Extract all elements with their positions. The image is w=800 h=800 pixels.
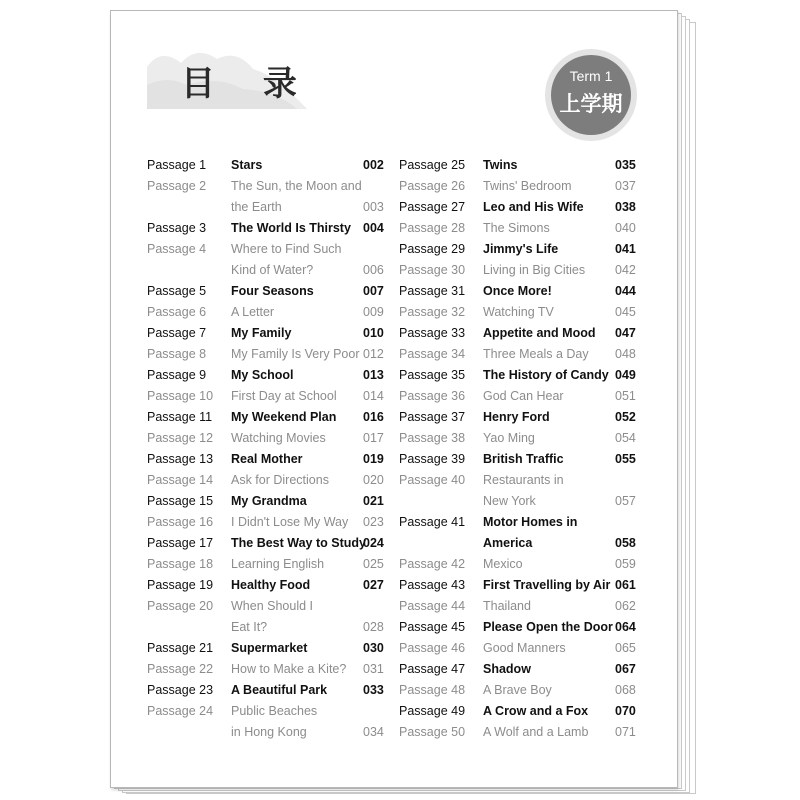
page-number: 020 (363, 473, 384, 487)
passage-title: Restaurants in (483, 473, 564, 487)
term-label: Term 1 (569, 68, 613, 84)
toc-entry (399, 491, 639, 512)
passage-title: Please Open the Door (483, 620, 613, 634)
page-number: 023 (363, 515, 384, 529)
passage-number: Passage 26 (399, 179, 466, 193)
toc-entry (399, 197, 639, 218)
passage-title: Watching TV (483, 305, 554, 319)
term-badge-inner (551, 55, 631, 135)
page-number: 030 (363, 641, 384, 655)
passage-number: Passage 21 (147, 641, 214, 655)
toc-entry (147, 176, 387, 197)
page-number: 025 (363, 557, 384, 571)
page-number: 070 (615, 704, 636, 718)
toc-entry (147, 680, 387, 701)
passage-title: Watching Movies (231, 431, 326, 445)
passage-title: Yao Ming (483, 431, 535, 445)
passage-title: Mexico (483, 557, 523, 571)
passage-number: Passage 19 (147, 578, 214, 592)
page-number: 054 (615, 431, 636, 445)
passage-title: Henry Ford (483, 410, 550, 424)
page-number: 064 (615, 620, 636, 634)
passage-number: Passage 45 (399, 620, 466, 634)
page-number: 016 (363, 410, 384, 424)
passage-number: Passage 5 (147, 284, 207, 298)
toc-entry (147, 533, 387, 554)
passage-title: First Travelling by Air (483, 578, 611, 592)
toc-entry (399, 638, 639, 659)
toc-entry (147, 554, 387, 575)
passage-number: Passage 40 (399, 473, 466, 487)
toc-page (110, 10, 678, 788)
passage-title: I Didn't Lose My Way (231, 515, 349, 529)
passage-number: Passage 8 (147, 347, 207, 361)
toc-entry (399, 680, 639, 701)
page-number: 009 (363, 305, 384, 319)
passage-number: Passage 44 (399, 599, 466, 613)
passage-number: Passage 30 (399, 263, 466, 277)
page-number: 031 (363, 662, 384, 676)
page-number: 057 (615, 494, 636, 508)
passage-number: Passage 3 (147, 221, 207, 235)
passage-title: How to Make a Kite? (231, 662, 347, 676)
toc-entry (147, 365, 387, 386)
passage-number: Passage 38 (399, 431, 466, 445)
passage-title: A Beautiful Park (231, 683, 328, 697)
passage-number: Passage 22 (147, 662, 214, 676)
passage-title: A Brave Boy (483, 683, 552, 697)
toc-entry (147, 155, 387, 176)
passage-title: The History of Candy (483, 368, 609, 382)
page-number: 019 (363, 452, 384, 466)
passage-title: the Earth (231, 200, 282, 214)
passage-number: Passage 46 (399, 641, 466, 655)
passage-number: Passage 25 (399, 158, 466, 172)
passage-title: The Best Way to Study (231, 536, 366, 550)
passage-title: My Family (231, 326, 292, 340)
toc-entry (147, 722, 387, 743)
toc-entry (147, 617, 387, 638)
passage-number: Passage 2 (147, 179, 207, 193)
term-badge (545, 49, 637, 141)
passage-number: Passage 13 (147, 452, 214, 466)
toc-entry (147, 701, 387, 722)
page-number: 071 (615, 725, 636, 739)
passage-number: Passage 11 (147, 410, 213, 424)
page-number: 004 (363, 221, 384, 235)
passage-title: in Hong Kong (231, 725, 307, 739)
page-number: 058 (615, 536, 636, 550)
passage-title: The Simons (483, 221, 550, 235)
passage-title: Supermarket (231, 641, 308, 655)
passage-title: Living in Big Cities (483, 263, 586, 277)
passage-number: Passage 35 (399, 368, 466, 382)
toc-entry (147, 407, 387, 428)
passage-number: Passage 23 (147, 683, 214, 697)
toc-entry (399, 470, 639, 491)
passage-number: Passage 1 (147, 158, 207, 172)
page-number: 038 (615, 200, 636, 214)
toc-entry (147, 428, 387, 449)
page-number: 033 (363, 683, 384, 697)
passage-title: Twins (483, 158, 518, 172)
passage-title: First Day at School (231, 389, 337, 403)
passage-title: Kind of Water? (231, 263, 314, 277)
passage-number: Passage 15 (147, 494, 214, 508)
toc-entry (399, 722, 639, 743)
page-number: 052 (615, 410, 636, 424)
passage-number: Passage 41 (399, 515, 466, 529)
passage-number: Passage 24 (147, 704, 214, 718)
passage-title: Learning English (231, 557, 325, 571)
page-number: 014 (363, 389, 384, 403)
toc-entry (399, 323, 639, 344)
passage-number: Passage 42 (399, 557, 466, 571)
toc-entry (147, 218, 387, 239)
page-number: 013 (363, 368, 384, 382)
page-number: 042 (615, 263, 636, 277)
page-number: 061 (615, 578, 636, 592)
passage-title: Four Seasons (231, 284, 314, 298)
toc-entry (399, 176, 639, 197)
passage-title: Real Mother (231, 452, 303, 466)
page-number: 003 (363, 200, 384, 214)
page-number: 024 (363, 536, 384, 550)
toc-entry (147, 323, 387, 344)
toc-entry (147, 638, 387, 659)
page-number: 040 (615, 221, 636, 235)
page-number: 006 (363, 263, 384, 277)
passage-title: Once More! (483, 284, 552, 298)
passage-title: Where to Find Such (231, 242, 342, 256)
passage-title: A Letter (231, 305, 275, 319)
passage-number: Passage 16 (147, 515, 214, 529)
page-number: 017 (363, 431, 384, 445)
passage-title: British Traffic (483, 452, 564, 466)
page-number: 067 (615, 662, 636, 676)
passage-number: Passage 34 (399, 347, 466, 361)
passage-number: Passage 48 (399, 683, 466, 697)
toc-entry (399, 617, 639, 638)
toc-entry (147, 491, 387, 512)
passage-number: Passage 27 (399, 200, 466, 214)
page-number: 047 (615, 326, 636, 340)
passage-number: Passage 10 (147, 389, 214, 403)
toc-entry (399, 533, 639, 554)
passage-number: Passage 17 (147, 536, 214, 550)
toc-entry (147, 575, 387, 596)
toc-entry (147, 197, 387, 218)
passage-title: My Family Is Very Poor (231, 347, 360, 361)
toc-entry (399, 239, 639, 260)
toc-entry (399, 302, 639, 323)
passage-number: Passage 6 (147, 305, 207, 319)
passage-number: Passage 31 (399, 284, 466, 298)
page-number: 002 (363, 158, 384, 172)
passage-number: Passage 39 (399, 452, 466, 466)
toc-entry (399, 155, 639, 176)
toc-entry (399, 554, 639, 575)
page-number: 044 (615, 284, 636, 298)
toc-entry (399, 575, 639, 596)
passage-title: Thailand (483, 599, 531, 613)
passage-title: The Sun, the Moon and (231, 179, 362, 193)
toc-entry (147, 344, 387, 365)
passage-title: Three Meals a Day (483, 347, 589, 361)
passage-title: Stars (231, 158, 263, 172)
toc-entry (399, 365, 639, 386)
passage-title: Good Manners (483, 641, 566, 655)
passage-title: Appetite and Mood (483, 326, 596, 340)
toc-entry (147, 386, 387, 407)
toc-entry (147, 260, 387, 281)
toc-entry (399, 260, 639, 281)
toc-entry (399, 449, 639, 470)
toc-right-column (399, 155, 639, 743)
passage-title: My Grandma (231, 494, 307, 508)
toc-entry (399, 428, 639, 449)
toc-entry (147, 239, 387, 260)
passage-number: Passage 47 (399, 662, 466, 676)
passage-number: Passage 9 (147, 368, 207, 382)
toc-entry (147, 659, 387, 680)
passage-title: Eat It? (231, 620, 268, 634)
toc-entry (399, 596, 639, 617)
passage-title: Shadow (483, 662, 531, 676)
toc-entry (399, 344, 639, 365)
page-number: 055 (615, 452, 636, 466)
term-name: 上学期 (559, 91, 623, 116)
passage-title: A Crow and a Fox (483, 704, 589, 718)
passage-title: America (483, 536, 533, 550)
passage-number: Passage 20 (147, 599, 214, 613)
passage-title: My School (231, 368, 294, 382)
passage-number: Passage 32 (399, 305, 466, 319)
passage-number: Passage 37 (399, 410, 466, 424)
page-number: 007 (363, 284, 384, 298)
passage-title: Ask for Directions (231, 473, 329, 487)
page-number: 012 (363, 347, 384, 361)
passage-title: Public Beaches (231, 704, 318, 718)
passage-number: Passage 4 (147, 242, 207, 256)
page-number: 010 (363, 326, 384, 340)
passage-number: Passage 29 (399, 242, 466, 256)
passage-title: Twins' Bedroom (483, 179, 572, 193)
passage-number: Passage 36 (399, 389, 466, 403)
passage-number: Passage 49 (399, 704, 466, 718)
toc-entry (399, 407, 639, 428)
toc-entry (147, 281, 387, 302)
page-number: 028 (363, 620, 384, 634)
page-number: 051 (615, 389, 636, 403)
page-number: 049 (615, 368, 636, 382)
page-number: 068 (615, 683, 636, 697)
passage-title: God Can Hear (483, 389, 564, 403)
toc-entry (147, 470, 387, 491)
page-number: 045 (615, 305, 636, 319)
page-number: 062 (615, 599, 636, 613)
passage-number: Passage 43 (399, 578, 466, 592)
page-number: 048 (615, 347, 636, 361)
page-number: 065 (615, 641, 636, 655)
page-number: 037 (615, 179, 636, 193)
page-number: 027 (363, 578, 384, 592)
toc-entry (399, 386, 639, 407)
page-number: 041 (615, 242, 636, 256)
toc-entry (399, 512, 639, 533)
passage-title: A Wolf and a Lamb (483, 725, 589, 739)
passage-number: Passage 14 (147, 473, 214, 487)
passage-number: Passage 7 (147, 326, 207, 340)
passage-title: New York (483, 494, 536, 508)
page-number: 034 (363, 725, 384, 739)
toc-entry (399, 659, 639, 680)
toc-entry (147, 512, 387, 533)
passage-title: Motor Homes in (483, 515, 578, 529)
toc-entry (399, 281, 639, 302)
passage-number: Passage 50 (399, 725, 466, 739)
passage-number: Passage 12 (147, 431, 214, 445)
page-number: 059 (615, 557, 636, 571)
passage-title: Jimmy's Life (483, 242, 559, 256)
page-number: 035 (615, 158, 636, 172)
page-title: 目 录 (181, 64, 315, 104)
toc-entry (147, 596, 387, 617)
passage-title: Healthy Food (231, 578, 311, 592)
toc-entry (147, 302, 387, 323)
passage-title: The World Is Thirsty (231, 221, 351, 235)
passage-number: Passage 28 (399, 221, 466, 235)
toc-entry (147, 449, 387, 470)
passage-title: My Weekend Plan (231, 410, 337, 424)
passage-number: Passage 18 (147, 557, 214, 571)
page-number: 021 (363, 494, 384, 508)
passage-title: When Should I (231, 599, 313, 613)
passage-title: Leo and His Wife (483, 200, 584, 214)
passage-number: Passage 33 (399, 326, 466, 340)
toc-entry (399, 701, 639, 722)
toc-entry (399, 218, 639, 239)
toc-left-column (147, 155, 387, 743)
